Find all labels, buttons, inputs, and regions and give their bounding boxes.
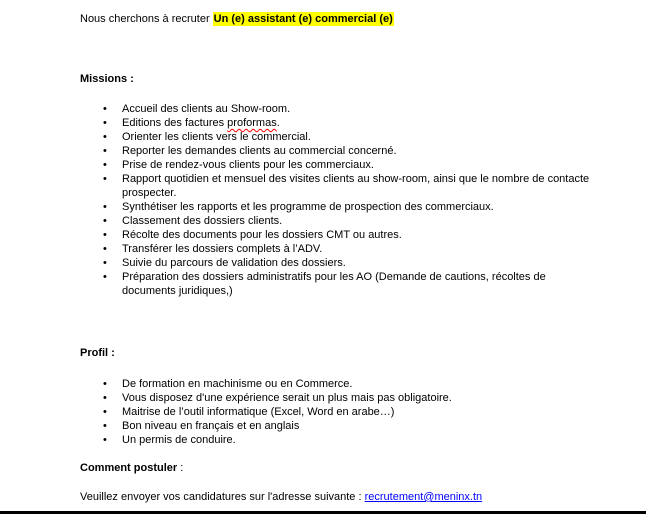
list-item: • Un permis de conduire. [122, 433, 590, 447]
list-item: • Suivie du parcours de validation des dossiers. [122, 256, 590, 270]
email-link[interactable]: recrutement@meninx.tn [364, 491, 483, 503]
list-item: • De formation en machinisme ou en Commerce. [122, 377, 590, 391]
postuler-heading [80, 461, 590, 475]
list-item: • Transférer les dossiers complets à l’ADV. [122, 242, 590, 256]
list-item: • Prise de rendez-vous clients pour les commerciaux. [122, 158, 590, 172]
list-item: • Orienter les clients vers le commercial. [122, 130, 590, 144]
item-text: . [276, 117, 280, 129]
highlighted-job-title: Un (e) assistant (e) commercial (e) [213, 13, 393, 25]
apply-line [80, 490, 590, 504]
postuler-heading-text: Comment postuler [80, 462, 178, 474]
list-item: • Rapport quotidien et mensuel des visites clients au show-room, ainsi que le nombre de contacte prospecter. [122, 172, 590, 200]
list-item: • Préparation des dossiers administratifs pour les AO (Demande de cautions, récoltes de documents juridiques,) [122, 270, 590, 298]
intro-line [80, 12, 590, 26]
misspelled-word: proformas [227, 117, 277, 129]
list-item: • Bon niveau en français et en anglais [122, 419, 590, 433]
intro-prefix: Nous cherchons à recruter [80, 13, 213, 25]
profil-list [80, 377, 590, 447]
item-text: Editions des factures [122, 117, 228, 129]
list-item: • Classement des dossiers clients. [122, 214, 590, 228]
profil-heading: Profil : [80, 347, 115, 359]
list-item [122, 116, 590, 130]
list-item: • Vous disposez d'une expérience serait un plus mais pas obligatoire. [122, 391, 590, 405]
list-item: • Maitrise de l’outil informatique (Excel, Word en arabe…) [122, 405, 590, 419]
missions-list [80, 102, 590, 298]
list-item: • Reporter les demandes clients au commercial concerné. [122, 144, 590, 158]
list-item: • Synthétiser les rapports et les programme de prospection des commerciaux. [122, 200, 590, 214]
list-item: • Accueil des clients au Show-room. [122, 102, 590, 116]
missions-heading: Missions : [80, 73, 134, 85]
postuler-heading-colon: : [177, 462, 184, 474]
apply-prefix: Veuillez envoyer vos candidatures sur l'adresse suivante : [80, 491, 365, 503]
bottom-border [0, 511, 646, 514]
list-item: • Récolte des documents pour les dossiers CMT ou autres. [122, 228, 590, 242]
